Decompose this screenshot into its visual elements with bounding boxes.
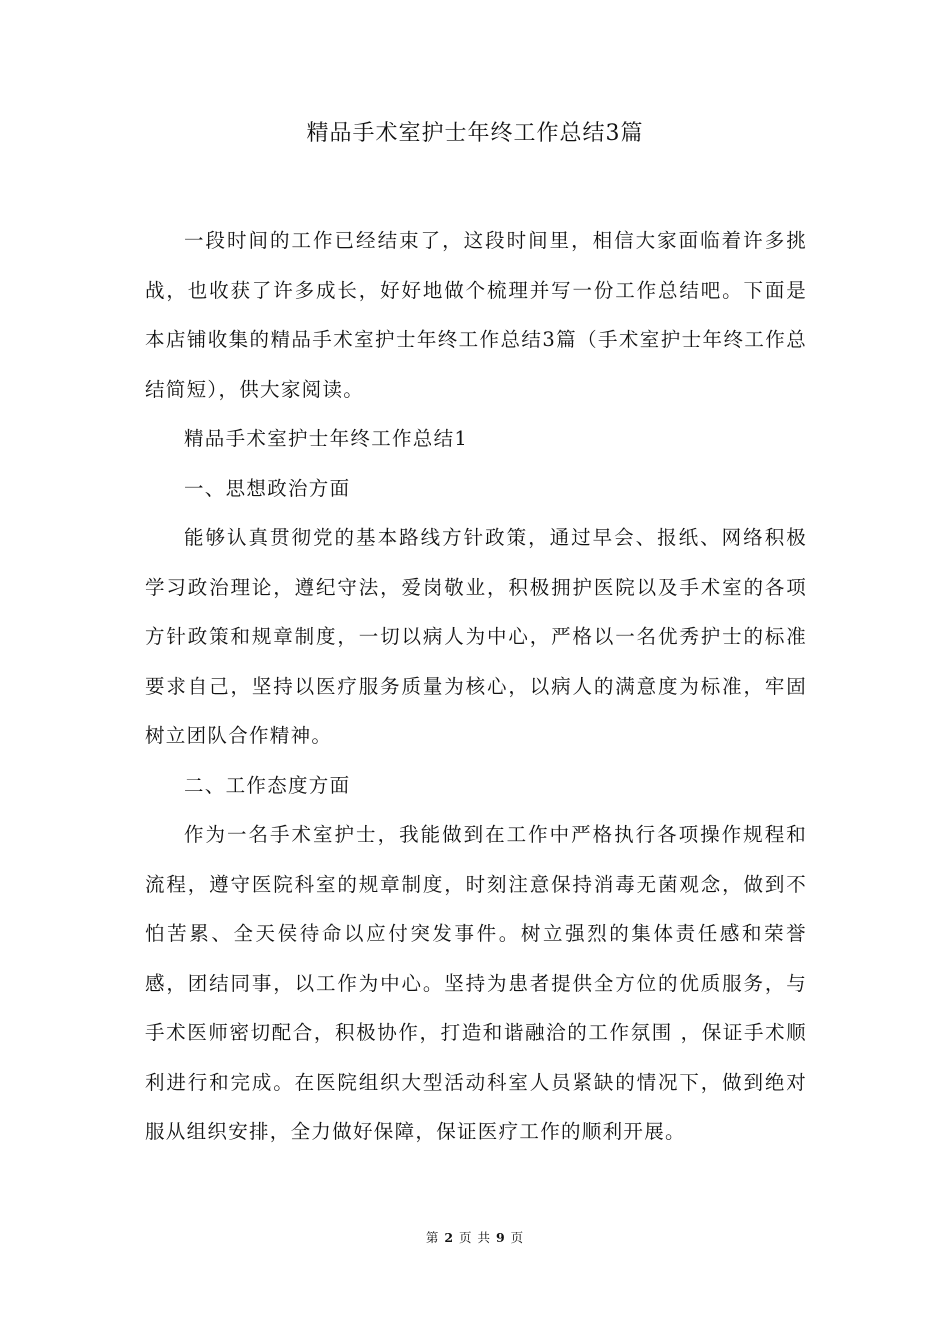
document-title: 精品手术室护士年终工作总结3篇 bbox=[306, 121, 644, 146]
footer-suffix: 页 bbox=[510, 1230, 525, 1245]
political-paragraph: 能够认真贯彻党的基本路线方针政策，通过早会、报纸、网络积极学习政治理论，遵纪守法，爱岗敬业，积极拥护医院以及手术室的各项方针政策和规章制度，一切以病人为中心，严格以一名优秀护士的标准要求自己，坚持以医疗服务质量为核心，以病人的满意度为标准，牢固树立团队合作精神。 bbox=[145, 526, 807, 747]
section-heading-summary-1: 精品手术室护士年终工作总结1 bbox=[184, 427, 469, 450]
page-footer bbox=[0, 1228, 950, 1248]
document-body bbox=[145, 216, 807, 1157]
attitude-paragraph: 作为一名手术室护士，我能做到在工作中严格执行各项操作规程和流程，遵守医院科室的规章制度，时刻注意保持消毒无菌观念，做到不怕苦累、全天侯待命以应付突发事件。树立强烈的集体责任感和荣誉感，团结同事，以工作为中心。坚持为患者提供全方位的优质服务，与手术医师密切配合，积极协作，打造和谐融洽的工作氛围 ，保证手术顺利进行和完成。在医院组织大型活动科室人员紧缺的情况下，做到绝对服从组织安排，全力做好保障，保证医疗工作的顺利开展。 bbox=[145, 823, 807, 1143]
footer-current-page: 2 bbox=[444, 1230, 455, 1245]
footer-total-pages: 9 bbox=[495, 1230, 506, 1245]
footer-prefix: 第 bbox=[425, 1230, 440, 1245]
footer-middle: 页 共 bbox=[459, 1230, 491, 1245]
section-heading-political: 一、思想政治方面 bbox=[184, 476, 351, 500]
section-heading-attitude: 二、工作态度方面 bbox=[184, 773, 351, 797]
intro-paragraph: 一段时间的工作已经结束了，这段时间里，相信大家面临着许多挑战，也收获了许多成长，好好地做个梳理并写一份工作总结吧。下面是本店铺收集的精品手术室护士年终工作总结3篇（手术室护士年终工作总结简短），供大家阅读。 bbox=[145, 229, 807, 401]
